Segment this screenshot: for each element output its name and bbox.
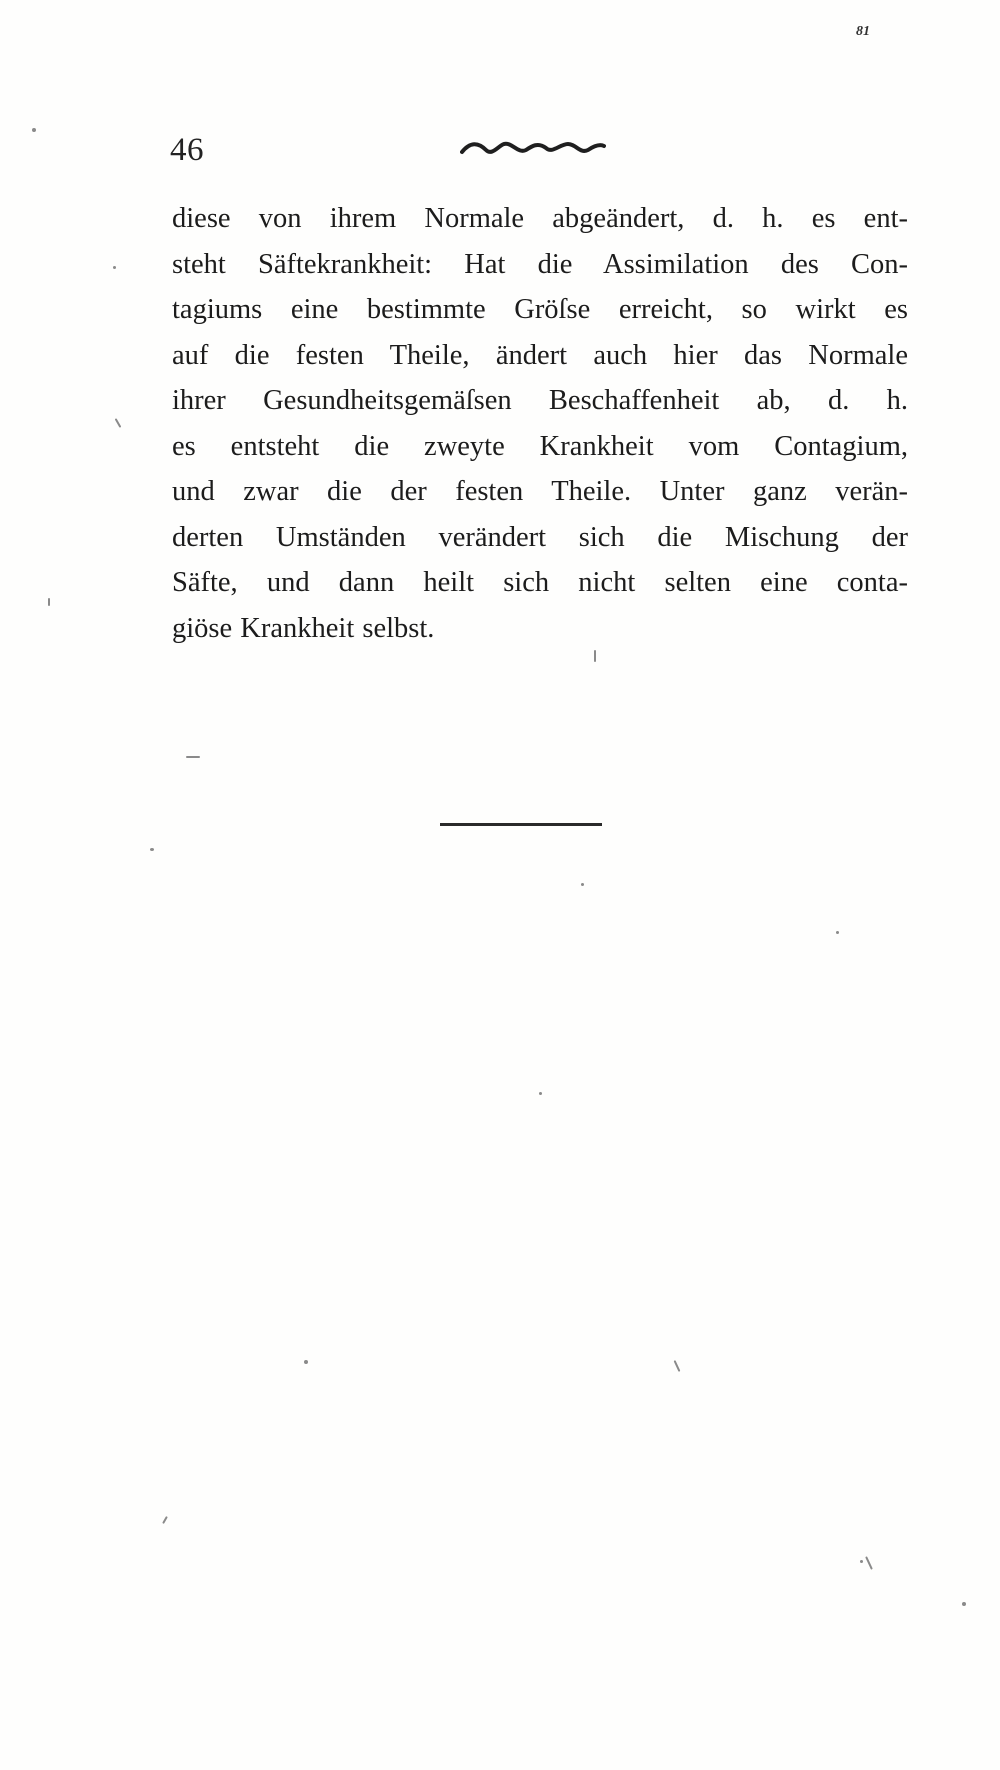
paper-speck bbox=[860, 1560, 863, 1563]
paper-speck bbox=[674, 1360, 681, 1372]
section-end-rule bbox=[440, 823, 602, 826]
text-line: auf die festen Theile, ändert auch hier das Normale bbox=[172, 339, 908, 371]
header-ornament bbox=[460, 138, 606, 160]
paper-speck bbox=[162, 1516, 168, 1524]
paper-speck bbox=[32, 128, 36, 132]
paper-speck bbox=[594, 650, 596, 662]
text-line: ihrer Gesundheitsgemäſsen Beschaffenheit ab, d. h. bbox=[172, 385, 908, 416]
text-line: tagiums eine bestimmte Gröſse erreicht, so wirkt es bbox=[172, 294, 908, 325]
paper-speck bbox=[186, 756, 200, 758]
paper-speck bbox=[115, 418, 122, 428]
body-paragraph bbox=[172, 196, 908, 651]
paper-speck bbox=[113, 266, 116, 269]
corner-mark: 81 bbox=[856, 24, 870, 39]
paper-speck bbox=[150, 848, 154, 851]
text-line: diese von ihrem Normale abgeändert, d. h. es ent- bbox=[172, 203, 908, 234]
paper-speck bbox=[865, 1556, 873, 1570]
paper-speck bbox=[539, 1092, 542, 1095]
text-line: steht Säftekrankheit: Hat die Assimilation des Con- bbox=[172, 248, 908, 280]
paper-speck bbox=[304, 1360, 308, 1364]
text-line: Säfte, und dann heilt sich nicht selten eine conta- bbox=[172, 567, 908, 598]
text-line: und zwar die der festen Theile. Unter ganz verän- bbox=[172, 476, 908, 507]
text-line: derten Umständen verändert sich die Mischung der bbox=[172, 521, 908, 553]
paper-speck bbox=[962, 1602, 966, 1606]
paper-speck bbox=[48, 598, 50, 606]
text-line: giöse Krankheit selbst. bbox=[172, 612, 435, 644]
text-line: es entsteht die zweyte Krankheit vom Contagium, bbox=[172, 430, 908, 462]
paper-speck bbox=[581, 883, 584, 886]
page-number: 46 bbox=[170, 132, 204, 168]
paper-speck bbox=[836, 931, 839, 934]
